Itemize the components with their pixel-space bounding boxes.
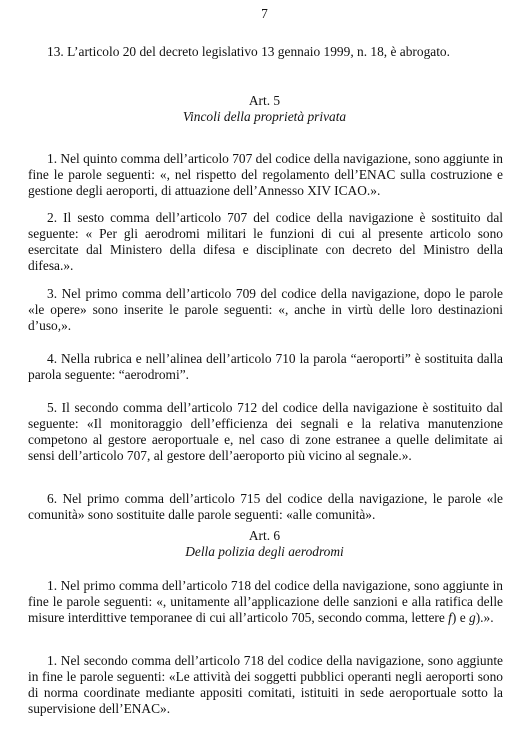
art6-p1-mid: ) e bbox=[451, 610, 470, 625]
art6-p1-text: 1. Nel primo comma dell’articolo 718 del codice della navigazione, sono aggiunte in fine le parole seguenti: «, unitamente all’applicazione delle sanzioni e alla ratifica delle misure interdittive temporanee di cui all’articolo 705, secondo comma, lettere bbox=[28, 578, 503, 625]
art5-paragraph-3: 3. Nel primo comma dell’articolo 709 del codice della navigazione, dopo le parole «le opere» sono inserite le parole seguenti: «, anche in virtù delle loro destinazioni d’uso,». bbox=[28, 286, 503, 333]
art5-paragraph-1: 1. Nel quinto comma dell’articolo 707 del codice della navigazione, sono aggiunte in fine le parole seguenti: «, nel rispetto del regolamento dell’ENAC sulla costruzione e gestione degli aeroporti, di attuazione dell’Annesso XIV ICAO.». bbox=[28, 151, 503, 198]
art5-paragraph-5: 5. Il secondo comma dell’articolo 712 del codice della navigazione è sostituito dal seguente: «Il monitoraggio dell’efficienza dei segnali e la relativa manutenzione competono al gestore aeroportuale e, nel caso di zone estranee a quelle delimitate ai sensi dell’articolo 707, al gestore dell’aeroporto più vicino al segnale.». bbox=[28, 400, 503, 463]
art6-p1-end: ).». bbox=[475, 610, 494, 625]
art6-p1-letter-f: f bbox=[448, 610, 452, 625]
intro-paragraph: 13. L’articolo 20 del decreto legislativo 13 gennaio 1999, n. 18, è abrogato. bbox=[47, 44, 450, 59]
art6-paragraph-1 bbox=[28, 578, 503, 626]
art6-subtitle: Della polizia degli aerodromi bbox=[185, 544, 344, 559]
art5-paragraph-6: 6. Nel primo comma dell’articolo 715 del codice della navigazione, le parole «le comunità» sono sostituite dalle parole seguenti: «alle comunità». bbox=[28, 491, 503, 522]
page-number: 7 bbox=[261, 6, 268, 21]
art6-paragraph-2: 1. Nel secondo comma dell’articolo 718 del codice della navigazione, sono aggiunte in fine le parole seguenti: «Le attività dei soggetti pubblici operanti negli aeroporti sono di norma coordinate mediante appositi comitati, istituiti in sede aeroportuale sotto la supervisione dell’ENAC». bbox=[28, 653, 503, 716]
art5-paragraph-4: 4. Nella rubrica e nell’alinea dell’articolo 710 la parola “aeroporti” è sostituita dalla parola seguente: “aerodromi”. bbox=[28, 351, 503, 382]
art5-heading: Art. 5 bbox=[248, 93, 281, 108]
art5-paragraph-2: 2. Il sesto comma dell’articolo 707 del codice della navigazione è sostituito dal seguente: « Per gli aerodromi militari le funzioni di cui al presente articolo sono esercitate dal Ministero della difesa e disciplinate con decreto del Ministro della difesa.». bbox=[28, 210, 503, 273]
art6-p1-letter-g: g bbox=[469, 610, 476, 625]
art6-heading: Art. 6 bbox=[248, 528, 281, 543]
art5-subtitle: Vincoli della proprietà privata bbox=[182, 109, 347, 124]
